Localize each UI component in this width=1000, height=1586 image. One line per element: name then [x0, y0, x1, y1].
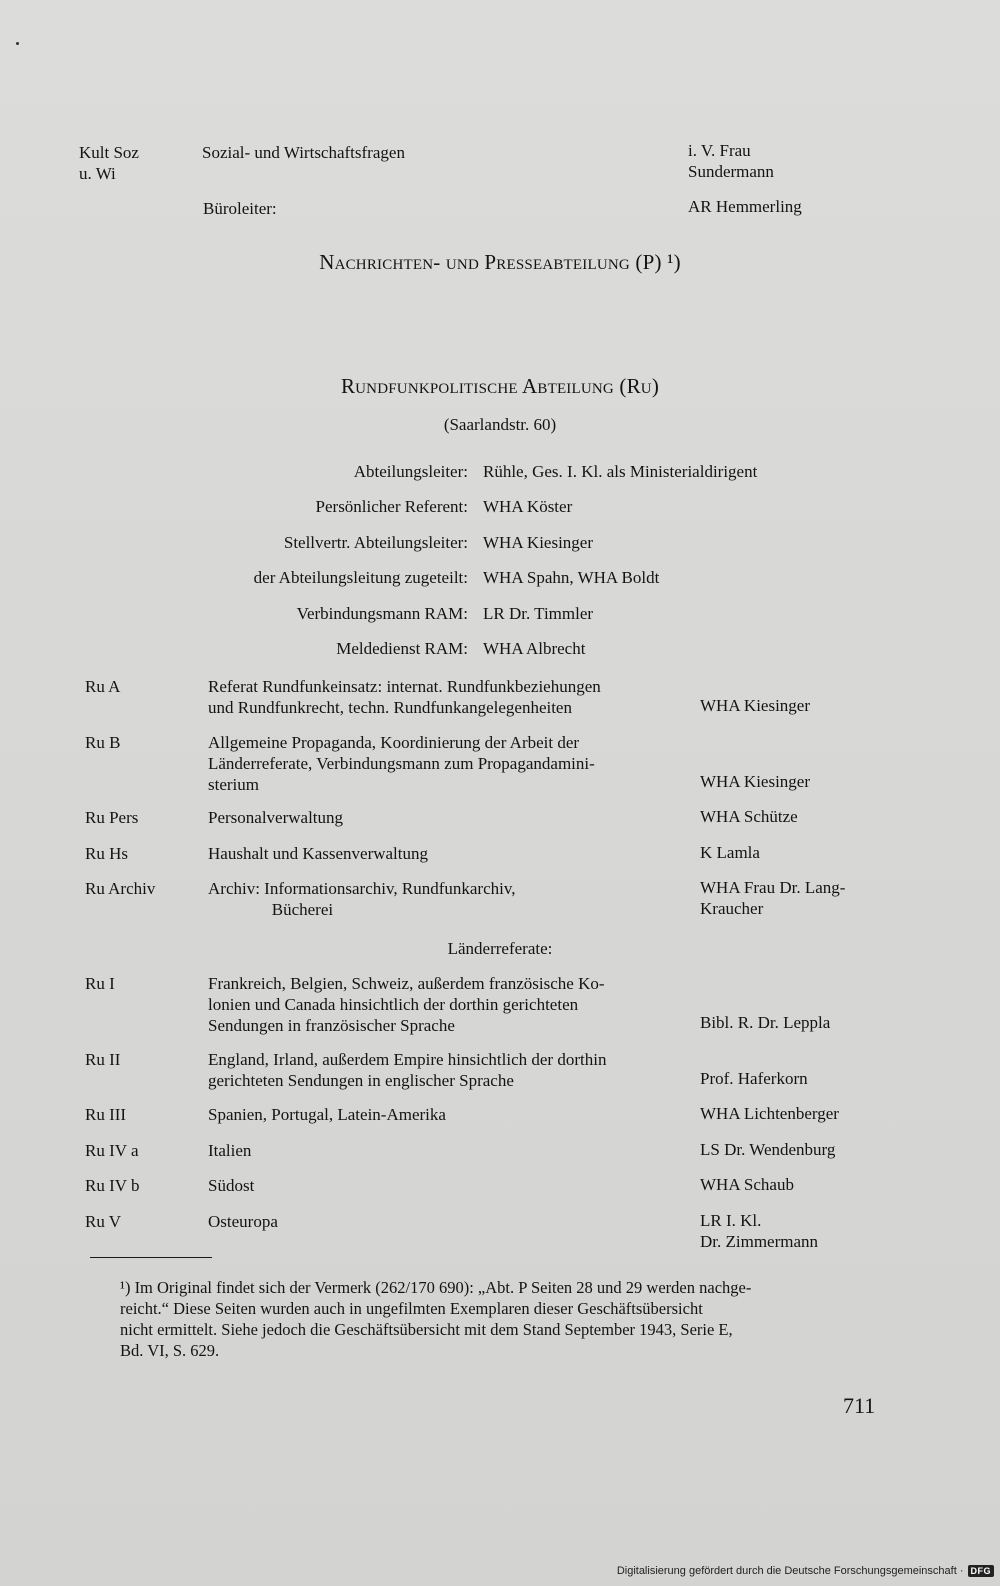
- laender-person: LS Dr. Wendenburg: [700, 1140, 836, 1159]
- laender-desc: Frankreich, Belgien, Schweiz, außerdem französische Ko- lonien und Canada hinsichtlich der dorthin gerichteten Sendungen in französischer Sprache: [208, 974, 605, 1035]
- person-line2: Sundermann: [688, 162, 774, 181]
- department-person: WHA Frau Dr. Lang- Kraucher: [700, 878, 846, 918]
- laender-desc: Osteuropa: [208, 1212, 278, 1231]
- department-desc: Allgemeine Propaganda, Koordinierung der Arbeit der Länderreferate, Verbindungsmann zum Propagandamini- sterium: [208, 733, 595, 794]
- leadership-label: Verbindungsmann RAM:: [296, 604, 468, 623]
- department-person: WHA Schütze: [700, 807, 798, 826]
- department-desc: Personalverwaltung: [208, 808, 344, 827]
- laender-desc: Spanien, Portugal, Latein-Amerika: [208, 1105, 446, 1124]
- department-code: Ru B: [85, 733, 121, 752]
- department-person: WHA Kiesinger: [700, 772, 811, 791]
- laender-desc: England, Irland, außerdem Empire hinsichtlich der dorthin gerichteten Sendungen in englischer Sprache: [208, 1050, 607, 1090]
- heading-rundfunk: Rundfunkpolitische Abteilung (Ru): [340, 374, 660, 398]
- person-line1: i. V. Frau: [688, 141, 751, 160]
- laender-code: Ru II: [85, 1050, 121, 1069]
- laender-code: Ru III: [85, 1105, 127, 1124]
- heading-presseabteilung: Nachrichten- und Presseabteilung (P) ¹): [319, 250, 681, 274]
- leadership-label: der Abteilungsleitung zugeteilt:: [253, 568, 468, 587]
- leadership-label: Persönlicher Referent:: [315, 497, 468, 516]
- code-u-wi: u. Wi: [79, 164, 116, 183]
- page-number: 711: [843, 1393, 876, 1418]
- footnote-divider: [90, 1257, 212, 1258]
- leadership-label: Meldedienst RAM:: [336, 639, 468, 658]
- address: (Saarlandstr. 60): [443, 415, 557, 434]
- dfg-logo: DFG: [968, 1565, 995, 1577]
- leadership-value: LR Dr. Timmler: [483, 604, 594, 623]
- laender-person: LR I. Kl. Dr. Zimmermann: [700, 1211, 819, 1251]
- laender-heading: Länderreferate:: [447, 939, 553, 958]
- department-desc: Archiv: Informationsarchiv, Rundfunkarchiv, Bücherei: [208, 879, 516, 919]
- office-person: AR Hemmerling: [688, 197, 802, 216]
- leadership-value: WHA Spahn, WHA Boldt: [483, 568, 660, 587]
- leadership-value: Rühle, Ges. I. Kl. als Ministerialdirigent: [483, 462, 758, 481]
- leadership-label: Stellvertr. Abteilungsleiter:: [283, 533, 468, 552]
- credit-bar: [617, 1562, 994, 1580]
- code-kult-soz: Kult Soz: [79, 143, 139, 162]
- laender-code: Ru IV b: [85, 1176, 140, 1195]
- laender-desc: Italien: [208, 1141, 252, 1160]
- department-code: Ru Archiv: [85, 879, 156, 898]
- credit-text: Digitalisierung gefördert durch die Deutsche Forschungsgemeinschaft ·: [616, 1565, 964, 1577]
- laender-code: Ru V: [85, 1212, 122, 1231]
- leadership-value: WHA Albrecht: [483, 639, 586, 658]
- footnote: ¹) Im Original findet sich der Vermerk (262/170 690): „Abt. P Seiten 28 und 29 werden nachge- reicht.“ Diese Seiten wurden auch in ungefilmten Exemplaren dieser Geschäftsübersicht nicht ermittelt. Siehe jedoch die Geschäftsübersicht mit dem Stand September 1943, Serie E, Bd. VI, S. 629.: [120, 1278, 752, 1360]
- department-person: K Lamla: [700, 843, 760, 862]
- laender-code: Ru IV a: [85, 1141, 139, 1160]
- laender-desc: Südost: [208, 1176, 255, 1195]
- laender-person: WHA Schaub: [700, 1175, 794, 1194]
- department-person: WHA Kiesinger: [700, 696, 811, 715]
- laender-person: Bibl. R. Dr. Leppla: [700, 1013, 831, 1032]
- leadership-value: WHA Köster: [483, 497, 573, 516]
- department-code: Ru Pers: [85, 808, 139, 827]
- laender-person: WHA Lichtenberger: [700, 1104, 839, 1123]
- leadership-value: WHA Kiesinger: [483, 533, 594, 552]
- topic-text: Sozial- und Wirtschaftsfragen: [202, 143, 405, 162]
- office-label: Büroleiter:: [203, 199, 277, 218]
- department-code: Ru Hs: [85, 844, 128, 863]
- department-desc: Referat Rundfunkeinsatz: internat. Rundfunkbeziehungen und Rundfunkrecht, techn. Rundfunkangelegenheiten: [208, 677, 601, 717]
- laender-person: Prof. Haferkorn: [700, 1069, 808, 1088]
- department-code: Ru A: [85, 677, 121, 696]
- department-desc: Haushalt und Kassenverwaltung: [208, 844, 429, 863]
- laender-code: Ru I: [85, 974, 115, 993]
- leadership-label: Abteilungsleiter:: [353, 462, 468, 481]
- scan-speck: [16, 42, 19, 45]
